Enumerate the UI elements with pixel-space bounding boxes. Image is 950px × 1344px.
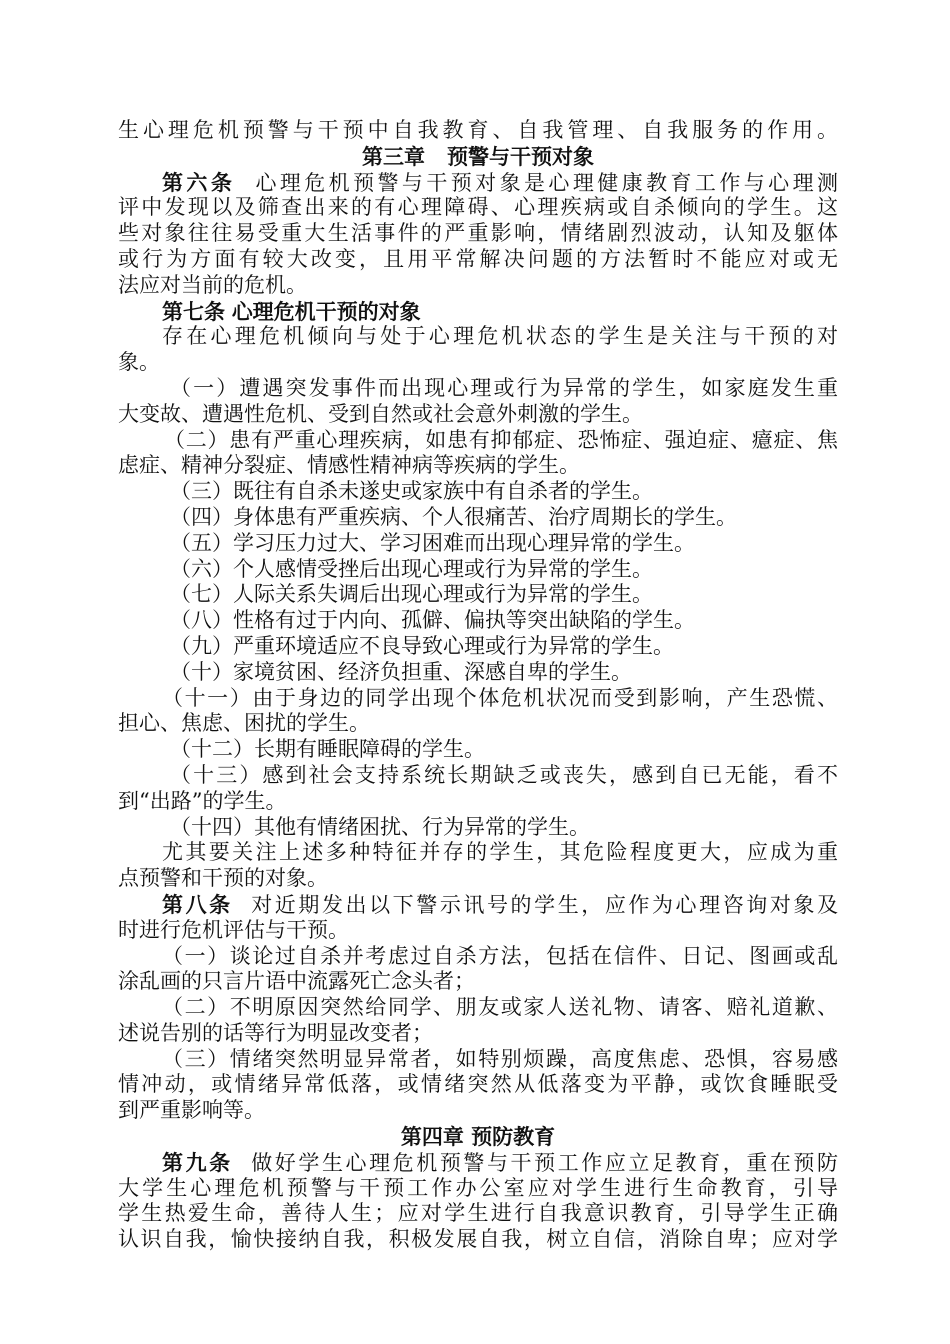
list-item: （三）既往有自杀未遂史或家族中有自杀者的学生。: [170, 479, 653, 504]
article-9-line: [118, 1150, 838, 1176]
text-line: 担心、焦虑、困扰的学生。: [118, 711, 370, 736]
list-item: （三）情绪突然明显异常者，如特别烦躁，高度焦虑、恐惧，容易感: [162, 1046, 838, 1071]
list-item: （十四）其他有情绪困扰、行为异常的学生。: [170, 814, 590, 839]
text-line: 评中发现以及筛查出来的有心理障碍、心理疾病或自杀倾向的学生。这: [118, 195, 838, 220]
list-item: （五）学习压力过大、学习困难而出现心理异常的学生。: [170, 530, 695, 555]
article-8-text: 对近期发出以下警示讯号的学生，应作为心理咨询对象及: [251, 892, 839, 917]
chapter-title: 预警与干预对象: [447, 143, 594, 169]
text-line: 学生热爱生命，善待人生；应对学生进行自我意识教育，引导学生正确: [118, 1201, 838, 1226]
chapter-4-heading: 第四章 预防教育: [400, 1124, 556, 1150]
text-line: 些对象往往易受重大生活事件的严重影响，情绪剧烈波动，认知及躯体: [118, 221, 838, 246]
article-6-text: 心理危机预警与干预对象是心理健康教育工作与心理测: [255, 170, 838, 195]
article-9-label: 第九条: [162, 1149, 233, 1175]
list-item: （十二）长期有睡眠障碍的学生。: [170, 737, 485, 762]
text-line: 时进行危机评估与干预。: [118, 917, 349, 942]
text-line: 大变故、遭遇性危机、受到自然或社会意外刺激的学生。: [118, 401, 643, 426]
list-item: （一）谈论过自杀并考虑过自杀方法，包括在信件、日记、图画或乱: [162, 943, 838, 968]
text-line: 到“出路”的学生。: [118, 788, 287, 813]
list-item: （六）个人感情受挫后出现心理或行为异常的学生。: [170, 556, 653, 581]
list-item: （十三）感到社会支持系统长期缺乏或丧失，感到自已无能，看不: [170, 762, 838, 787]
document-page: [118, 118, 838, 1253]
article-7-heading: [118, 299, 838, 325]
list-item: （十）家境贫困、经济负担重、深感自卑的学生。: [170, 659, 632, 684]
text-line: 象。: [118, 350, 160, 375]
text-line: 生心理危机预警与干预中自我教育、自我管理、自我服务的作用。: [118, 118, 838, 142]
text-line: 大学生心理危机预警与干预工作办公室应对学生进行生命教育，引导: [118, 1175, 838, 1200]
text-line: 述说告别的话等行为明显改变者；: [118, 1020, 433, 1045]
article-8-line: [118, 892, 838, 918]
list-item: （二）患有严重心理疾病，如患有抑郁症、恐怖症、强迫症、癔症、焦: [164, 427, 838, 452]
article-9-text: 做好学生心理危机预警与干预工作应立足教育，重在预防: [251, 1150, 839, 1175]
chapter-number: 第三章: [362, 143, 425, 169]
list-item: （九）严重环境适应不良导致心理或行为异常的学生。: [170, 633, 674, 658]
text-line: 点预警和干预的对象。: [118, 866, 328, 891]
list-item: （八）性格有过于内向、孤僻、偏执等突出缺陷的学生。: [170, 608, 695, 633]
article-7-title: 心理危机干预的对象: [231, 298, 421, 324]
text-line: 尤其要关注上述多种特征并存的学生，其危险程度更大，应成为重: [162, 840, 838, 865]
list-item: （四）身体患有严重疾病、个人很痛苦、治疗周期长的学生。: [170, 504, 737, 529]
article-8-label: 第八条: [162, 891, 233, 917]
text-line: 情冲动，或情绪异常低落，或情绪突然从低落变为平静，或饮食睡眠受: [118, 1072, 838, 1097]
list-item: （一）遭遇突发事件而出现心理或行为异常的学生，如家庭发生重: [170, 375, 838, 400]
text-line: 到严重影响等。: [118, 1098, 265, 1123]
article-6-label: 第六条: [162, 169, 236, 195]
text-line: 认识自我，愉快接纳自我，积极发展自我，树立自信，消除自卑；应对学: [118, 1227, 838, 1252]
list-item: （七）人际关系失调后出现心理或行为异常的学生。: [170, 582, 653, 607]
text-line: 虑症、精神分裂症、情感性精神病等疾病的学生。: [118, 453, 580, 478]
text-line: 涂乱画的只言片语中流露死亡念头者；: [118, 969, 475, 994]
article-6-line: [118, 170, 838, 196]
text-line: 法应对当前的危机。: [118, 272, 307, 297]
chapter-3-heading: [118, 144, 838, 170]
text-line: 存在心理危机倾向与处于心理危机状态的学生是关注与干预的对: [162, 324, 838, 349]
article-7-label: 第七条: [162, 298, 225, 324]
list-item: （十一）由于身边的同学出现个体危机状况而受到影响，产生恐慌、: [162, 685, 838, 710]
text-line: 或行为方面有较大改变，且用平常解决问题的方法暂时不能应对或无: [118, 246, 838, 271]
list-item: （二）不明原因突然给同学、朋友或家人送礼物、请客、赔礼道歉、: [162, 995, 838, 1020]
